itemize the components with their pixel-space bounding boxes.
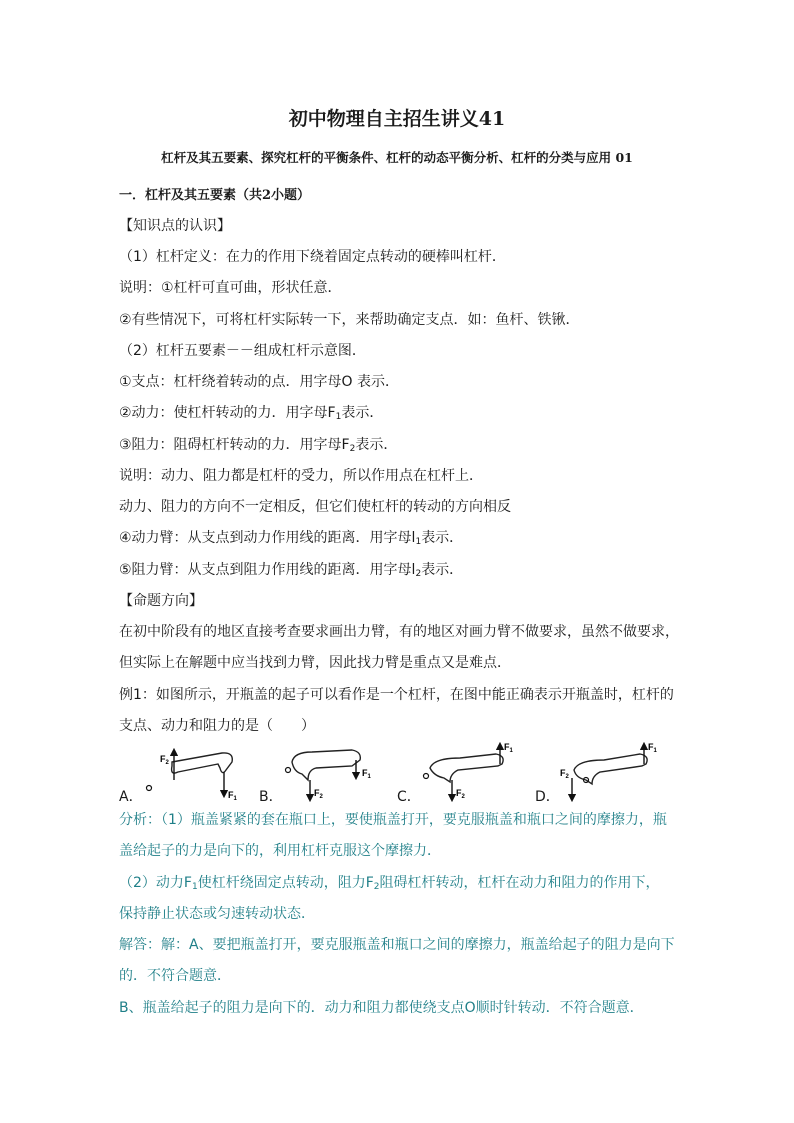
- text-line: 说明：动力、阻力都是杠杆的受力，所以作用点在杠杆上．: [119, 468, 483, 484]
- f2-label: $F_2$: [314, 788, 323, 800]
- analysis-line: 分析：（1）瓶盖紧紧的套在瓶口上，要使瓶盖打开，要克服瓶盖和瓶口之间的摩擦力，瓶: [119, 812, 667, 828]
- bottle-opener-figure-d: [560, 740, 666, 802]
- text-line: 但实际上在解题中应当找到力臂，因此找力臂是重点又是难点．: [119, 655, 511, 671]
- option-d-label: D．: [535, 789, 560, 805]
- bottle-opener-figure-b: [282, 740, 388, 802]
- text-line: 支点、动力和阻力的是（ ）: [119, 718, 315, 734]
- option-b-label: B．: [259, 789, 283, 805]
- text-line: ②动力：使杠杆转动的力．用字母$F_1$表示．: [119, 405, 384, 422]
- text-line: ②有些情况下，可将杠杆实际转一下，来帮助确定支点．如：鱼杆、铁锹．: [119, 312, 580, 328]
- text-line: ①支点：杠杆绕着转动的点．用字母O 表示．: [119, 374, 400, 390]
- text-line: ⑤阻力臂：从支点到阻力作用线的距离．用字母$l_2$表示．: [119, 562, 464, 579]
- f2-label: $F_2$: [160, 754, 169, 766]
- text-line: 例1：如图所示，开瓶盖的起子可以看作是一个杠杆，在图中能正确表示开瓶盖时，杠杆的: [119, 687, 674, 703]
- text-line: （2）杠杆五要素－－组成杠杆示意图．: [119, 343, 366, 359]
- f1-label: $F_1$: [228, 790, 237, 802]
- text-line: 在初中阶段有的地区直接考查要求画出力臂，有的地区对画力臂不做要求，虽然不做要求，: [119, 624, 679, 640]
- answer-line: B、瓶盖给起子的阻力是向下的．动力和阻力都使绕支点O顺时针转动．不符合题意．: [119, 1000, 644, 1016]
- option-c-label: C．: [397, 789, 421, 805]
- f1-label: $F_1$: [504, 742, 513, 754]
- text-line: ④动力臂：从支点到动力作用线的距离．用字母$l_1$表示．: [119, 530, 464, 547]
- analysis-line: 盖给起子的力是向下的，利用杠杆克服这个摩擦力．: [119, 843, 441, 859]
- text-line: ③阻力：阻碍杠杆转动的力．用字母$F_2$表示．: [119, 437, 398, 454]
- f1-label: $F_1$: [648, 742, 657, 754]
- knowledge-heading: 【知识点的认识】: [119, 218, 231, 234]
- analysis-line: 保持静止状态或匀速转动状态．: [119, 906, 315, 922]
- section-heading: 一．杠杆及其五要素（共2小题）: [119, 188, 311, 203]
- f2-label: $F_2$: [456, 788, 465, 800]
- f2-label: $F_2$: [560, 768, 569, 780]
- analysis-line: （2）动力$F_1$使杠杆绕固定点转动，阻力$F_2$阻碍杠杆转动，杠杆在动力和阻力的作用下，: [119, 875, 660, 892]
- text-line: 说明：①杠杆可直可曲，形状任意．: [119, 280, 342, 296]
- answer-line: 的．不符合题意．: [119, 968, 231, 984]
- f1-label: $F_1$: [362, 768, 371, 780]
- option-a-label: A．: [119, 789, 143, 805]
- bottle-opener-figure-c: [420, 740, 526, 802]
- text-line: 动力、阻力的方向不一定相反，但它们使杠杆的转动的方向相反: [119, 499, 511, 515]
- bottle-opener-figure-a: [142, 740, 248, 802]
- direction-heading: 【命题方向】: [119, 593, 203, 609]
- answer-line: 解答：解：A、要把瓶盖打开，要克服瓶盖和瓶口之间的摩擦力，瓶盖给起子的阻力是向下: [119, 937, 675, 953]
- page-title: 初中物理自主招生讲义41: [288, 108, 506, 130]
- text-line: （1）杠杆定义：在力的作用下绕着固定点转动的硬棒叫杠杆．: [119, 249, 506, 265]
- page-subtitle: 杠杆及其五要素、探究杠杆的平衡条件、杠杆的动态平衡分析、杠杆的分类与应用 01: [161, 150, 633, 165]
